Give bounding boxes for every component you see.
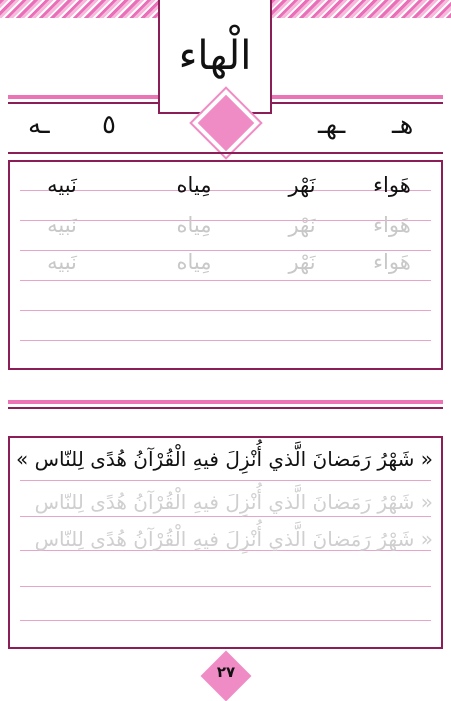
word-nahr: نَهْر: [288, 173, 316, 197]
trace-word-nahr: نَهْر: [288, 213, 316, 237]
trace-word-nabih: نَبيه: [47, 250, 77, 274]
letter-form-medial: [318, 110, 345, 140]
guide-line: [20, 280, 431, 281]
divider-upper-left: [8, 95, 158, 99]
letter-form-final-text: ـه: [28, 110, 50, 140]
letter-form-isolated-text: ٥: [102, 110, 116, 140]
word-hawaa: هَواء: [373, 173, 411, 197]
divider-upper-right: [268, 95, 443, 99]
letter-form-initial: [392, 110, 413, 140]
trace-word-nabih: نَبيه: [47, 213, 77, 237]
title-box: [158, 0, 272, 114]
divider-upper-left-thin: [8, 102, 158, 104]
letter-form-isolated: [102, 110, 116, 140]
guide-line: [20, 340, 431, 341]
verse-line-model: « شَهْرُ رَمَضانَ الَّذي أُنْزِلَ فيهِ الْقُرْآنُ هُدًى لِلنّاس »: [15, 447, 433, 471]
guide-line: [20, 516, 431, 517]
divider-middle-thin: [8, 407, 443, 409]
trace-word-hawaa: هَواء: [373, 213, 411, 237]
guide-line: [20, 480, 431, 481]
divider-middle: [8, 400, 443, 404]
divider-upper-right-thin: [268, 102, 443, 104]
divider-under-letters: [8, 152, 443, 154]
verse-line-trace: « شَهْرُ رَمَضانَ الَّذي أُنْزِلَ فيهِ الْقُرْآنُ هُدًى لِلنّاس: [34, 527, 433, 551]
word-miyah: مِياه: [176, 173, 212, 197]
trace-word-miyah: مِياه: [176, 213, 212, 237]
trace-word-hawaa: هَواء: [373, 250, 411, 274]
guide-line: [20, 620, 431, 621]
page-number: ٢٧: [216, 663, 236, 681]
guide-line: [20, 310, 431, 311]
trace-word-miyah: مِياه: [176, 250, 212, 274]
trace-word-nahr: نَهْر: [288, 250, 316, 274]
letter-form-initial-text: هـ: [392, 110, 414, 140]
letter-form-final: [28, 110, 50, 140]
letter-form-medial-text: ـهـ: [318, 110, 346, 140]
page-title: الْهاء: [178, 33, 252, 79]
word-nabih: نَبيه: [47, 173, 77, 197]
verse-line-trace: « شَهْرُ رَمَضانَ الَّذي أُنْزِلَ فيهِ الْقُرْآنُ هُدًى لِلنّاس: [34, 490, 433, 514]
guide-line: [20, 586, 431, 587]
